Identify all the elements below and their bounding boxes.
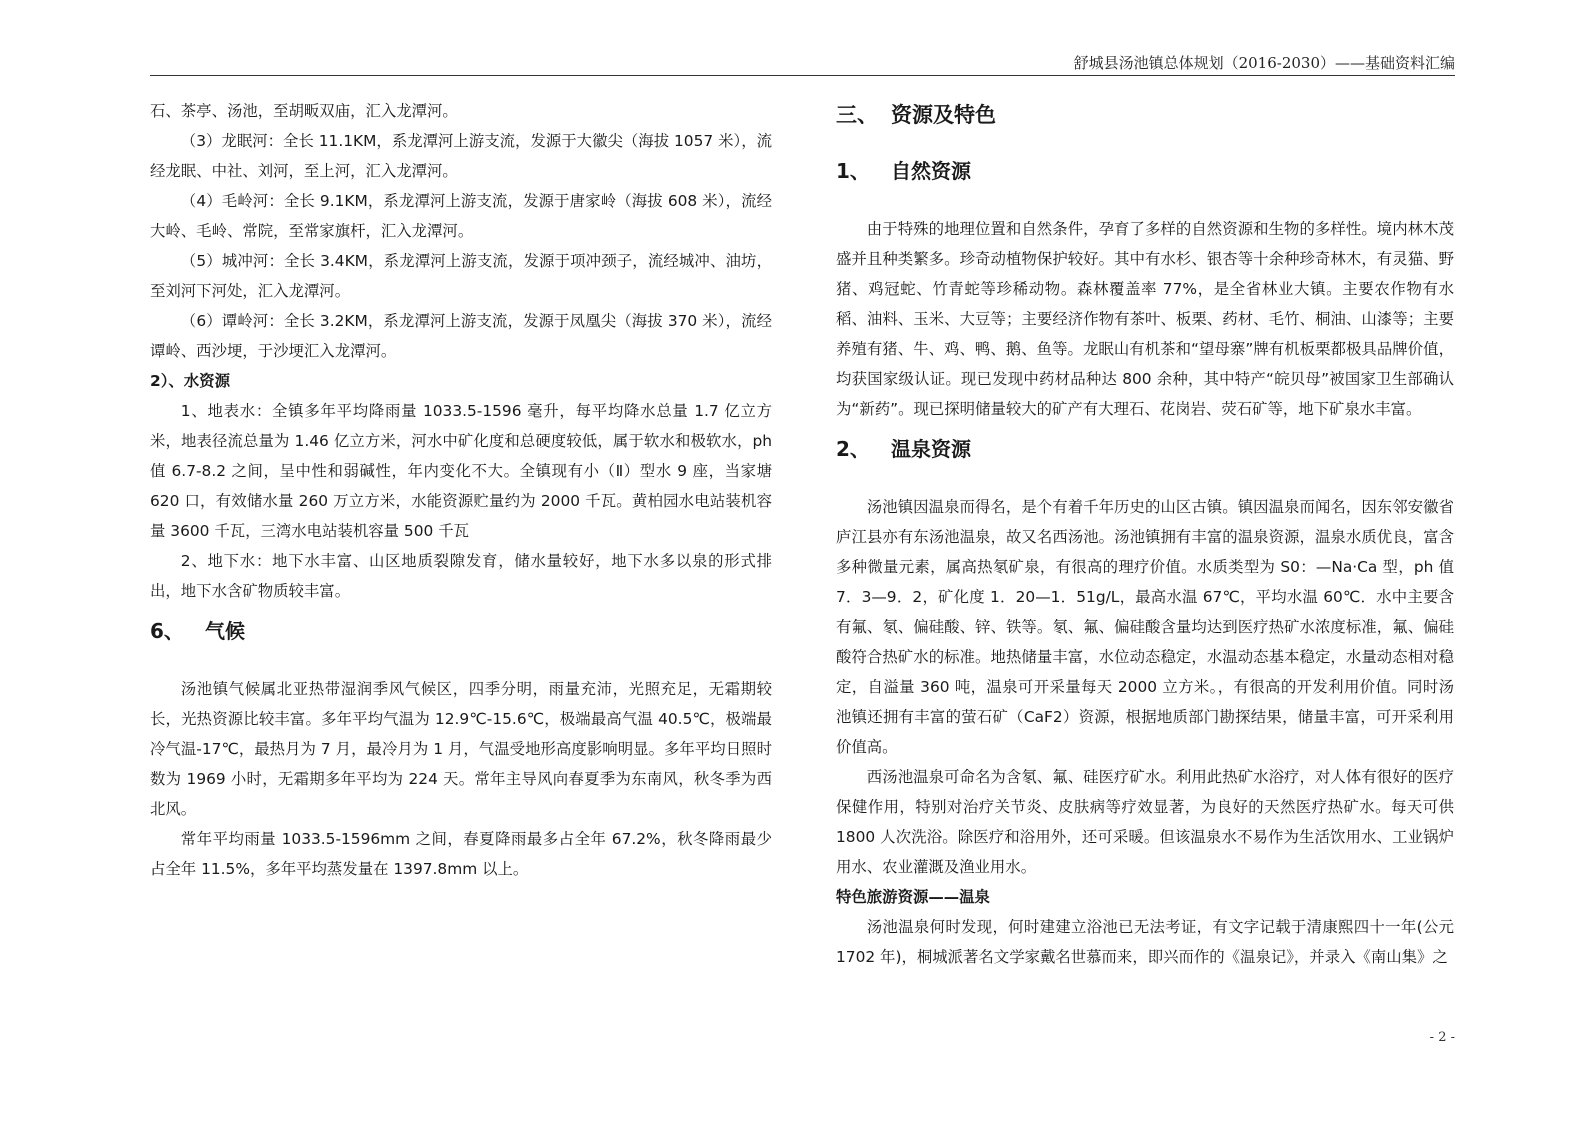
header-divider bbox=[150, 75, 1455, 76]
paragraph-climate-1: 汤池镇气候属北亚热带湿润季风气候区，四季分明，雨量充沛，光照充足，无霜期较长，光热资源比较丰富。多年平均气温为 12.9℃-15.6℃，极端最高气温 40.5℃，极端最冷气温-17℃，最热月为 7 月，最冷月为 1 月，气温受地形高度影响明显。多年平均日照时数为 1969 小时，无霜期多年平均为 224 天。常年主导风向春夏季为东南风，秋冬季为西北风。 bbox=[150, 680, 772, 818]
climate-heading-title: 气候 bbox=[205, 619, 245, 643]
hot-spring-heading bbox=[836, 424, 1454, 480]
paragraph-longmian-river: （3）龙眠河：全长 11.1KM，系龙潭河上游支流，发源于大徽尖（海拔 1057 米），流经龙眠、中社、刘河，至上河，汇入龙潭河。 bbox=[150, 132, 772, 180]
chapter-heading bbox=[836, 96, 1454, 146]
paragraph-chengchong-river: （5）城冲河：全长 3.4KM，系龙潭河上游支流，发源于项冲颈子，流经城冲、油坊，至刘河下河处，汇入龙潭河。 bbox=[150, 252, 772, 300]
climate-heading-number: 6、 bbox=[150, 619, 184, 643]
paragraph-ground-water: 2、地下水：地下水丰富、山区地质裂隙发育，储水量较好，地下水多以泉的形式排出，地下水含矿物质较丰富。 bbox=[150, 552, 772, 600]
chapter-heading-title: 资源及特色 bbox=[891, 103, 996, 127]
paragraph-tourism: 汤池温泉何时发现，何时建建立浴池已无法考证，有文字记载于清康熙四十一年(公元 1702 年)，桐城派著名文学家戴名世慕而来，即兴而作的《温泉记》，并录入《南山集》之 bbox=[836, 918, 1454, 966]
paragraph-hot-spring-1: 汤池镇因温泉而得名，是个有着千年历史的山区古镇。镇因温泉而闻名，因东邻安徽省庐江县亦有东汤池温泉，故又名西汤池。汤池镇拥有丰富的温泉资源，温泉水质优良，富含多种微量元素，属高热氡矿泉，有很高的理疗价值。水质类型为 S0：—Na·Ca 型，ph 值 7．3—9．2，矿化度 1．20—1．51g/L，最高水温 67℃，平均水温 60℃．水中主要含有氟、氡、偏硅酸、锌、铁等。氡、氟、偏硅酸含量均达到医疗热矿水浓度标准，氟、偏硅酸符合热矿水的标准。地热储量丰富，水位动态稳定，水温动态基本稳定，水量动态相对稳定，自溢量 360 吨，温泉可开采量每天 2000 立方米。，有很高的开发利用价值。同时汤池镇还拥有丰富的萤石矿（CaF2）资源，根据地质部门勘探结果，储量丰富，可开采利用价值高。 bbox=[836, 498, 1454, 756]
hot-spring-title: 温泉资源 bbox=[891, 437, 971, 461]
tourism-heading: 特色旅游资源——温泉 bbox=[836, 888, 990, 906]
paragraph-tanling-river: （6）谭岭河：全长 3.2KM，系龙潭河上游支流，发源于凤凰尖（海拔 370 米），流经谭岭、西沙埂，于沙埂汇入龙潭河。 bbox=[150, 312, 772, 360]
climate-heading bbox=[150, 606, 772, 662]
paragraph-maoling-river: （4）毛岭河：全长 9.1KM，系龙潭河上游支流，发源于唐家岭（海拔 608 米），流经大岭、毛岭、常院，至常家旗杆，汇入龙潭河。 bbox=[150, 192, 772, 240]
hot-spring-number: 2、 bbox=[836, 437, 870, 461]
natural-resources-number: 1、 bbox=[836, 159, 870, 183]
paragraph-continuation: 石、茶亭、汤池，至胡畈双庙，汇入龙潭河。 bbox=[150, 102, 458, 120]
natural-resources-title: 自然资源 bbox=[891, 159, 971, 183]
natural-resources-heading bbox=[836, 146, 1454, 202]
document-header: 舒城县汤池镇总体规划（2016-2030）——基础资料汇编 bbox=[1073, 54, 1455, 72]
paragraph-natural-resources: 由于特殊的地理位置和自然条件，孕育了多样的自然资源和生物的多样性。境内林木茂盛并且种类繁多。珍奇动植物保护较好。其中有水杉、银杏等十余种珍奇林木，有灵猫、野猪、鸡冠蛇、竹青蛇等珍稀动物。森林覆盖率 77%，是全省林业大镇。主要农作物有水稻、油料、玉米、大豆等；主要经济作物有茶叶、板栗、药材、毛竹、桐油、山漆等；主要养殖有猪、牛、鸡、鸭、鹅、鱼等。龙眠山有机茶和“望母寨”牌有机板栗都极具品牌价值，均获国家级认证。现已发现中药材品种达 800 余种，其中特产“皖贝母”被国家卫生部确认为“新药”。现已探明储量较大的矿产有大理石、花岗岩、荧石矿等，地下矿泉水丰富。 bbox=[836, 220, 1454, 418]
right-column bbox=[836, 96, 1454, 972]
paragraph-hot-spring-2: 西汤池温泉可命名为含氡、氟、硅医疗矿水。利用此热矿水浴疗，对人体有很好的医疗保健作用，特别对治疗关节炎、皮肤病等疗效显著，为良好的天然医疗热矿水。每天可供 1800 人次洗浴。除医疗和浴用外，还可采暖。但该温泉水不易作为生活饮用水、工业锅炉用水、农业灌溉及渔业用水。 bbox=[836, 768, 1454, 876]
page-number: - 2 - bbox=[1429, 1030, 1455, 1045]
left-column bbox=[150, 96, 772, 884]
paragraph-climate-2: 常年平均雨量 1033.5-1596mm 之间，春夏降雨最多占全年 67.2%，秋冬降雨最少占全年 11.5%，多年平均蒸发量在 1397.8mm 以上。 bbox=[150, 830, 772, 878]
paragraph-surface-water: 1、地表水：全镇多年平均降雨量 1033.5-1596 毫升，每平均降水总量 1.7 亿立方米，地表径流总量为 1.46 亿立方米，河水中矿化度和总硬度较低，属于软水和极软水，ph 值 6.7-8.2 之间，呈中性和弱碱性，年内变化不大。全镇现有小（Ⅱ）型水 9 座，当家塘 620 口，有效储水量 260 万立方米，水能资源贮量约为 2000 千瓦。黄柏园水电站装机容量 3600 千瓦，三湾水电站装机容量 500 千瓦 bbox=[150, 402, 772, 540]
water-resources-heading: 2）、水资源 bbox=[150, 372, 230, 390]
chapter-heading-number: 三、 bbox=[836, 103, 878, 127]
